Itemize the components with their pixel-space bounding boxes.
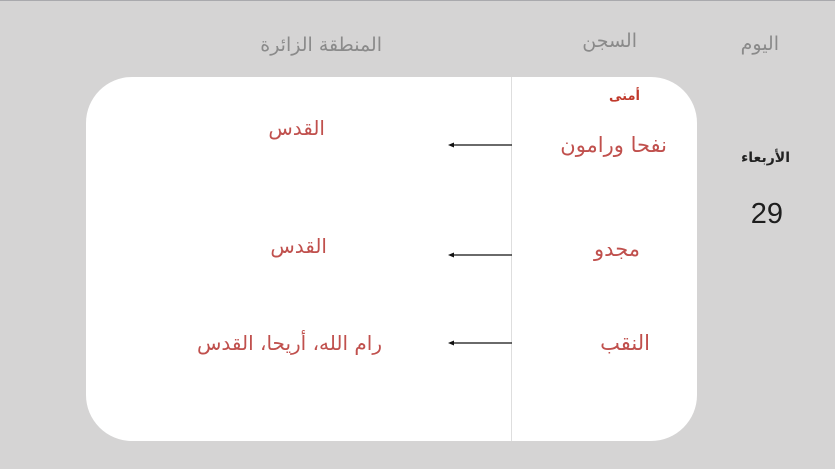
- header-prison: السجن: [582, 30, 637, 52]
- prison-name: النقب: [600, 331, 650, 355]
- left-arrow-icon: [448, 140, 512, 150]
- date-number: 29: [750, 198, 783, 230]
- visiting-region: القدس: [268, 116, 325, 140]
- top-border: [0, 0, 835, 1]
- header-visiting-region: المنطقة الزائرة: [260, 34, 382, 56]
- visiting-region: رام الله، أريحا، القدس: [196, 331, 382, 355]
- left-arrow-icon: [448, 250, 512, 260]
- left-arrow-icon: [448, 338, 512, 348]
- header-day: اليوم: [740, 33, 779, 55]
- prison-name: نفحا ورامون: [560, 133, 667, 157]
- security-category-label: أمنى: [609, 89, 640, 104]
- weekday-label: الأربعاء: [741, 150, 790, 166]
- prison-name: مجدو: [594, 237, 640, 261]
- visiting-region: القدس: [270, 234, 327, 258]
